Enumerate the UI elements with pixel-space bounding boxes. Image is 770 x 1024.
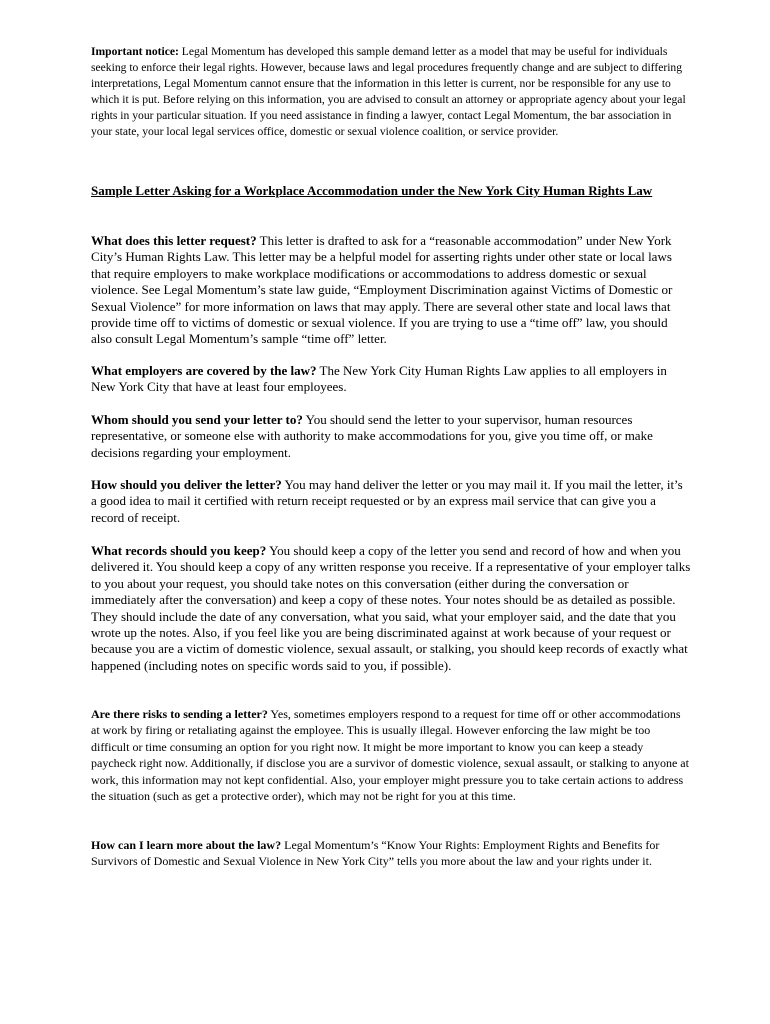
section-records [91, 543, 691, 674]
section-question: What records should you keep? [91, 543, 267, 558]
section-question: What does this letter request? [91, 233, 257, 248]
section-question: Whom should you send your letter to? [91, 412, 303, 427]
section-learn-more [91, 837, 691, 870]
section-answer: Yes, sometimes employers respond to a request for time off or other accommodations at work by firing or retaliating against the employee. This is usually illegal. However enforcing the law might be too difficult or time consuming an option for you right now. It might be more important to know you can keep a steady paycheck right now. Additionally, if disclose you are a survivor of domestic violence, sexual assault, or stalking to anyone at work, this information may not kept confidential. Also, your employer might pressure you to take certain actions to address the situation (such as get a protective order), which may not be right for you at this time. [91, 707, 689, 804]
section-letter-request [91, 233, 691, 348]
section-question: Are there risks to sending a letter? [91, 707, 268, 721]
section-question: What employers are covered by the law? [91, 363, 317, 378]
section-answer: This letter is drafted to ask for a “reasonable accommodation” under New York City’s Human Rights Law. This letter may be a helpful model for asserting rights under other state or local laws that require employers to make workplace modifications or accommodations to address domestic or sexual violence. See Legal Momentum’s state law guide, “Employment Discrimination against Victims of Domestic or Sexual Violence” for more information on laws that may apply. There are several other state and local laws that provide time off to victims of domestic or sexual violence. If you are trying to use a “time off” law, you should also consult Legal Momentum’s sample “time off” letter. [91, 233, 673, 347]
section-deliver [91, 477, 691, 526]
section-answer: The New York City Human Rights Law applies to all employers in New York City that have at least four employees. [91, 363, 667, 395]
document-title: Sample Letter Asking for a Workplace Accommodation under the New York City Human Rights Law [91, 183, 653, 198]
section-employers-covered [91, 363, 691, 396]
section-answer: You may hand deliver the letter or you may mail it. If you mail the letter, it’s a good idea to mail it certified with return receipt requested or by an express mail service that can give you a record of receipt. [91, 477, 683, 525]
section-answer: Legal Momentum’s “Know Your Rights: Employment Rights and Benefits for Survivors of Domestic and Sexual Violence in New York City” tells you more about the law and your rights under it. [91, 838, 660, 869]
section-answer: You should send the letter to your supervisor, human resources representative, or someone else with authority to make accommodations for you, give you time off, or make decisions regarding your employment. [91, 412, 653, 460]
notice-text: Legal Momentum has developed this sample demand letter as a model that may be useful for individuals seeking to enforce their legal rights. However, because laws and legal procedures frequently change and are subject to differing interpretations, Legal Momentum cannot ensure that the information in this letter is current, nor be responsible for any use to which it is put. Before relying on this information, you are advised to consult an attorney or appropriate agency about your legal rights in your particular situation. If you need assistance in finding a lawyer, contact Legal Momentum, the bar association in your state, your local legal services office, domestic or sexual violence coalition, or service provider. [91, 45, 686, 139]
section-send-to [91, 412, 691, 461]
section-question: How can I learn more about the law? [91, 838, 282, 852]
section-answer: You should keep a copy of the letter you send and record of how and when you delivered it. You should keep a copy of any written response you receive. If a representative of your employer talks to you about your request, you should take notes on this conversation (either during the conversation or immediately after the conversation) and keep a copy of these notes. Your notes should be as detailed as possible. They should include the date of any conversation, what you said, what your employer said, and the date that you wrote up the notes. Also, if you feel like you are being discriminated against at work because of your request or because you are a victim of domestic violence, sexual assault, or stalking, you should keep records of exactly what happened (including notes on specific words said to you, if possible). [91, 543, 691, 673]
important-notice [91, 44, 691, 141]
section-question: How should you deliver the letter? [91, 477, 282, 492]
notice-label: Important notice: [91, 45, 179, 58]
section-risks [91, 706, 691, 804]
